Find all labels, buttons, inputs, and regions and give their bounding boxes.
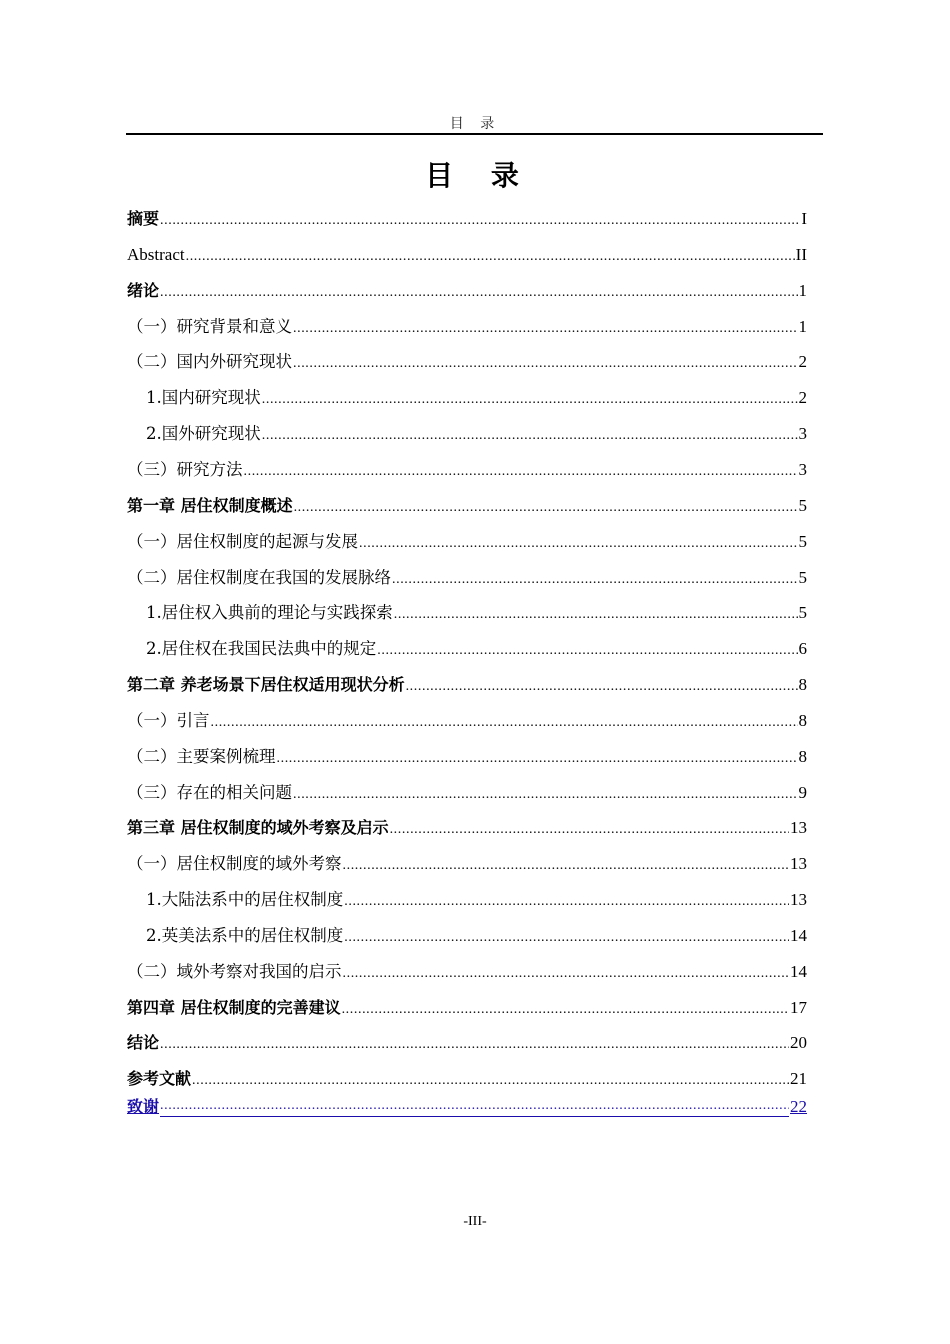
toc-entry-label: 1.大陆法系中的居住权制度 <box>146 890 344 909</box>
toc-entry-subsection[interactable] <box>146 924 807 948</box>
toc-page-number: 1 <box>798 281 807 300</box>
toc-entry-label: Abstract <box>127 245 185 264</box>
toc-entry-section[interactable] <box>127 566 807 590</box>
toc-entry-label: 摘要 <box>127 209 160 228</box>
toc-page-number: 22 <box>790 1097 807 1116</box>
toc-page-number: 5 <box>798 568 807 587</box>
toc-entry-references[interactable] <box>127 1067 807 1091</box>
toc-page-number: 2 <box>798 352 807 371</box>
toc-entry-subsection[interactable] <box>146 601 807 625</box>
toc-leader-dots <box>344 888 789 912</box>
toc-page-number: 17 <box>790 998 807 1017</box>
toc-entry-label: 2.居住权在我国民法典中的规定 <box>146 639 377 658</box>
toc-leader-dots <box>406 673 798 697</box>
header-rule <box>126 133 823 135</box>
toc-leader-dots <box>377 637 797 661</box>
toc-page-number: 8 <box>798 675 807 694</box>
toc-entry-section[interactable] <box>127 458 807 482</box>
toc-entry-label: 参考文献 <box>127 1069 192 1088</box>
toc-leader-dots <box>211 709 798 733</box>
toc-leader-dots <box>244 458 798 482</box>
toc-entry-conclusion[interactable] <box>127 1031 807 1055</box>
toc-page-number: 2 <box>798 388 807 407</box>
toc-entry-label: 1.居住权入典前的理论与实践探索 <box>146 603 393 622</box>
toc-entry-label: （二）域外考察对我国的启示 <box>127 962 342 981</box>
toc-entry-label: 第一章 居住权制度概述 <box>127 496 293 515</box>
toc-page-number: 5 <box>798 532 807 551</box>
toc-entry-section[interactable] <box>127 530 807 554</box>
toc-entry-label: （一）居住权制度的域外考察 <box>127 854 342 873</box>
toc-leader-dots <box>343 852 790 876</box>
toc-entry-label: （二）主要案例梳理 <box>127 747 276 766</box>
toc-entry-label: 致谢 <box>127 1097 160 1116</box>
toc-entry-subsection[interactable] <box>146 422 807 446</box>
toc-leader-dots <box>293 781 798 805</box>
toc-leader-dots <box>160 207 800 231</box>
toc-leader-dots <box>186 243 795 267</box>
toc-entry-label: 绪论 <box>127 281 160 300</box>
toc-leader-dots <box>394 601 798 625</box>
toc-page-number: 20 <box>790 1033 807 1052</box>
toc-page-number: 3 <box>798 460 807 479</box>
toc-entry-acknowledgements-link[interactable] <box>127 1095 807 1119</box>
toc-entry-section[interactable] <box>127 745 807 769</box>
toc-entry-introduction[interactable] <box>127 279 807 303</box>
toc-leader-dots <box>344 924 789 948</box>
toc-page-number: 13 <box>790 818 807 837</box>
toc-leader-dots <box>262 422 798 446</box>
toc-entry-label: 2.英美法系中的居住权制度 <box>146 926 344 945</box>
toc-page-number: I <box>801 209 807 228</box>
toc-entry-label: （一）研究背景和意义 <box>127 317 292 336</box>
toc-entry-label: （三）存在的相关问题 <box>127 783 292 802</box>
toc-leader-dots <box>342 996 789 1020</box>
toc-leader-dots <box>160 1031 789 1055</box>
toc-leader-dots <box>160 1094 789 1117</box>
toc-entry-label: 1.国内研究现状 <box>146 388 261 407</box>
running-header: 目 录 <box>449 116 501 132</box>
toc-entry-section[interactable] <box>127 781 807 805</box>
toc-entry-label: 结论 <box>127 1033 160 1052</box>
toc-leader-dots <box>293 315 798 339</box>
toc-leader-dots <box>343 960 790 984</box>
toc-page-number: 13 <box>790 890 807 909</box>
toc-entry-label: （一）引言 <box>127 711 210 730</box>
toc-entry-section[interactable] <box>127 709 807 733</box>
toc-page-number: II <box>795 245 807 264</box>
toc-entry-chapter-1[interactable] <box>127 494 807 518</box>
toc-page-number: 5 <box>798 603 807 622</box>
toc-entry-subsection[interactable] <box>146 637 807 661</box>
toc-title: 目 录 <box>425 159 533 192</box>
toc-entry-label: 第二章 养老场景下居住权适用现状分析 <box>127 675 405 694</box>
toc-page-number: 1 <box>798 317 807 336</box>
toc-entry-abstract-en[interactable] <box>127 243 807 267</box>
toc-entry-label: （二）居住权制度在我国的发展脉络 <box>127 568 391 587</box>
toc-entry-section[interactable] <box>127 350 807 374</box>
toc-page-number: 14 <box>790 962 807 981</box>
toc-entry-label: （二）国内外研究现状 <box>127 352 292 371</box>
toc-page-number: 9 <box>798 783 807 802</box>
toc-leader-dots <box>293 350 798 374</box>
toc-leader-dots <box>294 494 798 518</box>
toc-entry-section[interactable] <box>127 960 807 984</box>
toc-entry-chapter-2[interactable] <box>127 673 807 697</box>
toc-entry-label: （一）居住权制度的起源与发展 <box>127 532 358 551</box>
toc-leader-dots <box>262 386 798 410</box>
toc-entry-label: 第三章 居住权制度的域外考察及启示 <box>127 818 389 837</box>
toc-leader-dots <box>359 530 798 554</box>
toc-leader-dots <box>392 566 798 590</box>
toc-page-number: 3 <box>798 424 807 443</box>
toc-page-number: 13 <box>790 854 807 873</box>
toc-entry-section[interactable] <box>127 852 807 876</box>
toc-entry-chapter-3[interactable] <box>127 816 807 840</box>
toc-entry-subsection[interactable] <box>146 888 807 912</box>
toc-entry-section[interactable] <box>127 315 807 339</box>
toc-page-number: 8 <box>798 747 807 766</box>
toc-leader-dots <box>390 816 789 840</box>
toc-page-number: 8 <box>798 711 807 730</box>
toc-leader-dots <box>160 279 797 303</box>
footer-page-number: -III- <box>463 1214 487 1229</box>
toc-entry-label: 第四章 居住权制度的完善建议 <box>127 998 341 1017</box>
toc-entry-subsection[interactable] <box>146 386 807 410</box>
toc-page-number: 5 <box>798 496 807 515</box>
toc-entry-label: 2.国外研究现状 <box>146 424 261 443</box>
toc-leader-dots <box>277 745 798 769</box>
toc-entry-label: （三）研究方法 <box>127 460 243 479</box>
toc-entry-chapter-4[interactable] <box>127 996 807 1020</box>
toc-page-number: 21 <box>790 1069 807 1088</box>
toc-page-number: 6 <box>798 639 807 658</box>
toc-page-number: 14 <box>790 926 807 945</box>
toc-leader-dots <box>192 1067 789 1091</box>
toc-entry-abstract-cn[interactable] <box>127 207 807 231</box>
